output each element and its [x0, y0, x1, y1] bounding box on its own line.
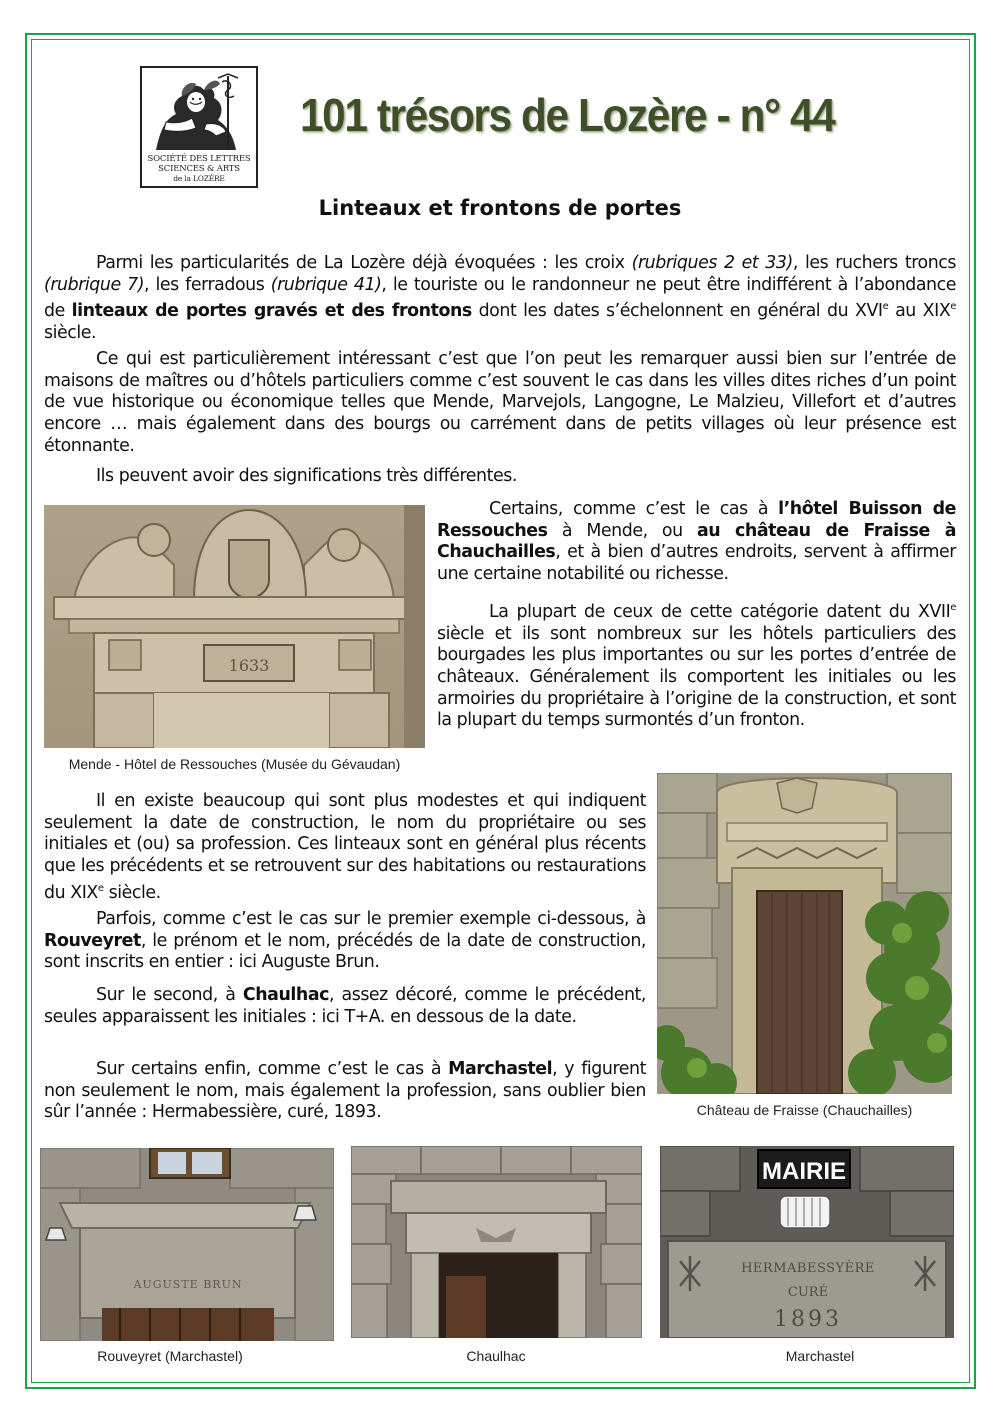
chateau-fraisse-photo: [657, 773, 952, 1094]
hermes-figure-icon: [146, 72, 252, 152]
article-subtitle: Linteaux et frontons de portes: [318, 196, 682, 220]
logo-line-1: SOCIÉTÉ DES LETTRES: [147, 154, 251, 164]
mairie-sign: MAIRIE: [762, 1158, 846, 1185]
marchastel-inscription-year: 1893: [774, 1307, 842, 1332]
paragraph-2: Ce qui est particulièrement intéressant c’est que l’on peut les remarquer aussi bien sur l’entrée de maisons de maîtres ou d’hôtels particuliers comme c’est souvent le cas dans les villes dites riches d’un point de vue historique ou économique telles que Mende, Marvejols, Langogne, Le Malzieu, Villefort et d’autres encore … mais également dans des bourgs ou carrément dans de petits villages où leur présence est étonnante.: [44, 349, 956, 456]
logo-line-2: SCIENCES & ARTS: [158, 164, 240, 174]
paragraph-6: Il en existe beaucoup qui sont plus modestes et qui indiquent seulement la date de construction, le nom du propriétaire ou ses initiales et (ou) sa profession. Ces linteaux sont en général plus récents que les précédents et se retrouvent sur des habitations ou restaurations du XIXe siècle.: [44, 791, 646, 903]
chaulhac-caption: Chaulhac: [466, 1348, 526, 1364]
paragraph-5: La plupart de ceux de cette catégorie datent du XVIIe siècle et ils sont nombreux sur les hôtels particuliers des bourgades les plus importantes ou sur les portes d’entrée de châteaux. Généralement ils comportent les initiales ou les armoiries du propriétaire à l’origine de la construction, et sont la plupart du temps surmontés d’un fronton.: [437, 601, 956, 731]
fraisse-caption: Château de Fraisse (Chauchailles): [696, 1102, 913, 1118]
page-title: 101 trésors de Lozère - n° 44: [300, 89, 835, 141]
mende-hotel-ressouches-photo: [44, 505, 425, 748]
paragraph-7: Parfois, comme c’est le cas sur le premier exemple ci-dessous, à Rouveyret, le prénom et le nom, précédés de la date de construction, sont inscrits en entier : ici Auguste Brun.: [44, 909, 646, 973]
rouveyret-inscription: AUGUSTE BRUN: [133, 1278, 243, 1291]
marchastel-caption: Marchastel: [785, 1348, 855, 1364]
chaulhac-photo: [351, 1146, 642, 1338]
logo-text: [144, 154, 254, 184]
marchastel-photo: [660, 1146, 954, 1338]
rouveyret-caption: Rouveyret (Marchastel): [97, 1348, 243, 1364]
marchastel-inscription-name: HERMABESSYÈRE: [741, 1261, 875, 1276]
mende-date-inscription: 1633: [228, 656, 270, 675]
rouveyret-photo: [40, 1148, 334, 1341]
logo-line-3: de la LOZÈRE: [173, 174, 225, 183]
paragraph-3: Ils peuvent avoir des significations très différentes.: [96, 466, 517, 486]
mende-caption: Mende - Hôtel de Ressouches (Musée du Gévaudan): [68, 756, 401, 772]
paragraph-1: Parmi les particularités de La Lozère déjà évoquées : les croix (rubriques 2 et 33), les ruchers troncs (rubrique 7), les ferradous (rubrique 41), le touriste ou le randonneur ne peut être indifférent à l’abondance de linteaux de portes gravés et des frontons dont les dates s’échelonnent en général du XVIe au XIXe siècle.: [44, 253, 957, 343]
marchastel-inscription-title: CURÉ: [787, 1285, 829, 1300]
paragraph-8: Sur le second, à Chaulhac, assez décoré, comme le précédent, seules apparaissent les initiales : ici T+A. en dessous de la date.: [44, 985, 646, 1027]
paragraph-4: Certains, comme c’est le cas à l’hôtel Buisson de Ressouches à Mende, ou au château de Fraisse à Chauchailles, et à bien d’autres endroits, servent à affirmer une certaine notabilité ou richesse.: [437, 499, 956, 585]
paragraph-9: Sur certains enfin, comme c’est le cas à Marchastel, y figurent non seulement le nom, mais également la profession, sans oublier bien sûr l’année : Hermabessière, curé, 1893.: [44, 1059, 646, 1123]
society-logo: [140, 66, 258, 188]
